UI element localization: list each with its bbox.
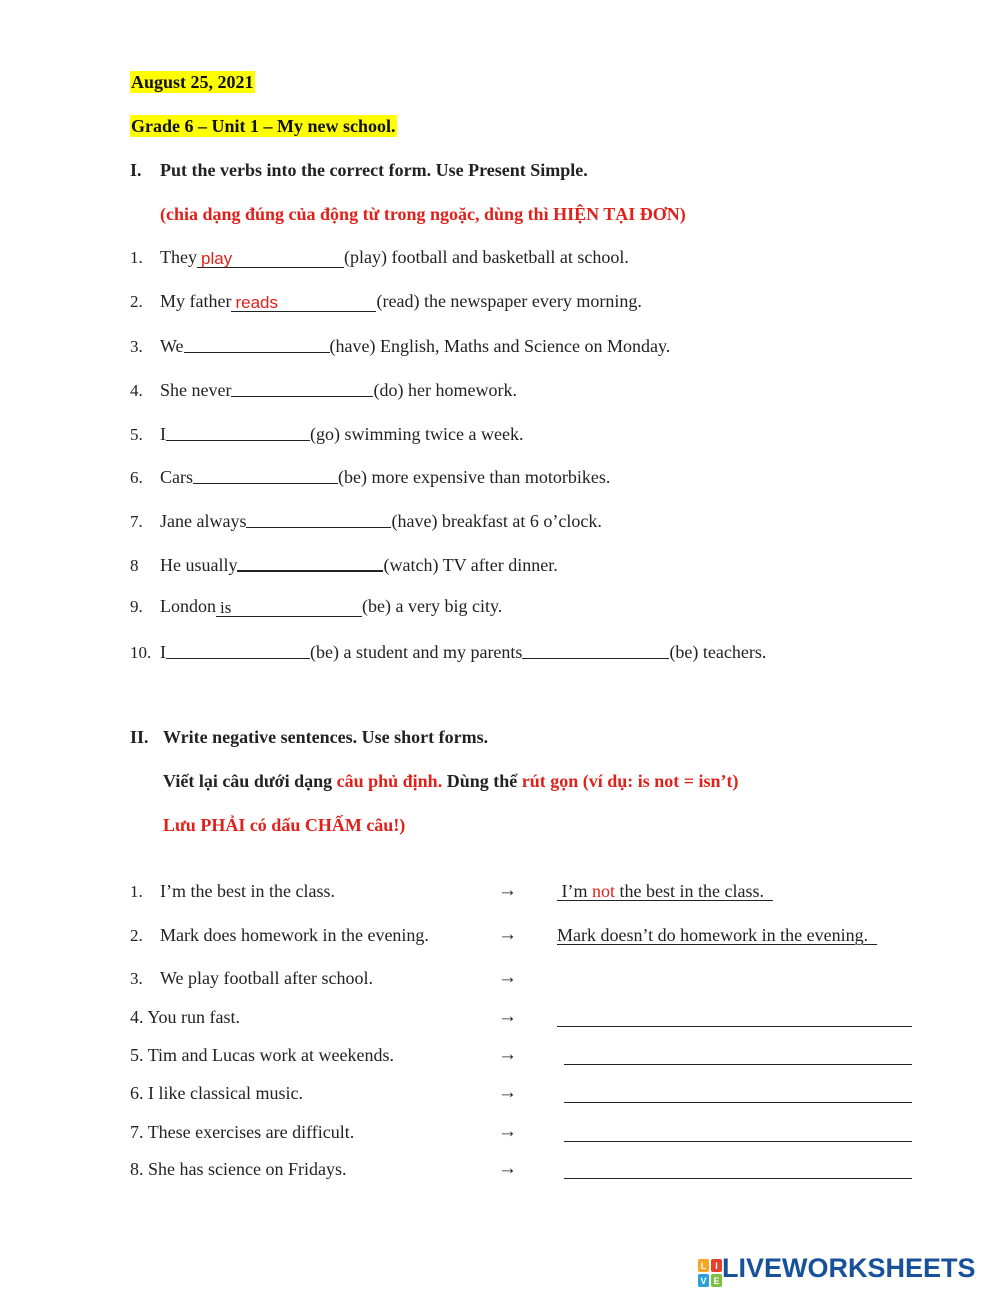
exercise2-item: 7. These exercises are difficult. [130, 1122, 355, 1142]
arrow-icon: → [498, 1158, 517, 1179]
section1-heading: I. Put the verbs into the correct form. Use Present Simple. [130, 160, 588, 180]
arrow-icon: → [498, 1082, 517, 1103]
exercise1-item: 6. Cars (be) more expensive than motorbikes. [130, 467, 611, 487]
exercise2-item: 2. Mark does homework in the evening. [130, 925, 429, 945]
liveworksheets-logo [698, 1253, 976, 1287]
answer-input[interactable] [166, 423, 310, 441]
answer-input[interactable]: reads [231, 294, 376, 312]
exercise1-item: 9. London is (be) a very big city. [130, 596, 503, 617]
section2-note: Lưu PHẢI có dấu CHẤM câu!) [163, 815, 406, 835]
liveworksheets-logo-icon [698, 1259, 722, 1287]
exercise2-item: 4. You run fast. [130, 1007, 241, 1027]
logo-letter: V [700, 1275, 707, 1286]
answer-input[interactable] [231, 379, 373, 397]
exercise2-item: 8. She has science on Fridays. [130, 1159, 347, 1179]
answer-input[interactable]: is [216, 599, 362, 617]
section2-heading: II. Write negative sentences. Use short forms. [130, 727, 489, 747]
date-label: August 25, 2021 [131, 72, 254, 92]
answer-field[interactable] [564, 1121, 912, 1142]
grade-title: Grade 6 – Unit 1 – My new school. [131, 116, 396, 136]
answer-input[interactable]: play [197, 250, 344, 268]
answer-input[interactable] [246, 510, 391, 528]
arrow-icon: → [498, 967, 517, 988]
answer-field[interactable] [564, 1158, 912, 1179]
exercise1-item: 10. I (be) a student and my parents (be) teachers. [130, 642, 767, 662]
section2-instruction: Viết lại câu dưới dạng câu phủ định. Dùng thể rút gọn (ví dụ: is not = isn’t) [163, 771, 739, 791]
logo-text: LIVEWORKSHEETS [722, 1253, 976, 1283]
answer-field[interactable] [557, 1006, 912, 1027]
arrow-icon: → [498, 924, 517, 945]
exercise2-item: 1. I’m the best in the class. [130, 881, 335, 901]
exercise1-item: 5. I (go) swimming twice a week. [130, 424, 524, 444]
exercise2-item: 6. I like classical music. [130, 1083, 303, 1103]
section1-subheading: (chia dạng đúng của động từ trong ngoặc, dùng thì HIỆN TẠI ĐƠN) [160, 204, 686, 224]
answer-field[interactable] [564, 1082, 912, 1103]
exercise1-item: 4. She never (do) her homework. [130, 380, 517, 400]
logo-letter: E [713, 1275, 720, 1286]
answer-field[interactable]: Mark doesn’t do homework in the evening. [557, 925, 869, 945]
answer-input[interactable] [184, 335, 330, 353]
answer-field[interactable] [564, 1044, 912, 1065]
logo-letter: I [715, 1260, 718, 1271]
exercise2-item: 5. Tim and Lucas work at weekends. [130, 1045, 394, 1065]
arrow-icon: → [498, 880, 517, 901]
answer-input[interactable] [193, 466, 338, 484]
exercise1-item: 7. Jane always (have) breakfast at 6 o’clock. [130, 511, 602, 531]
exercise1-item: 2. My father reads (read) the newspaper every morning. [130, 291, 642, 312]
exercise2-item: 3. We play football after school. [130, 968, 373, 988]
answer-input[interactable] [166, 641, 310, 659]
exercise1-item: 8 He usually (watch) TV after dinner. [130, 555, 558, 575]
logo-letter: L [700, 1260, 707, 1271]
arrow-icon: → [498, 1121, 517, 1142]
answer-input[interactable] [237, 554, 383, 572]
arrow-icon: → [498, 1006, 517, 1027]
answer-field[interactable]: I’m not the best in the class. [561, 881, 764, 901]
exercise1-item: 3. We (have) English, Maths and Science on Monday. [130, 336, 671, 356]
answer-input[interactable] [522, 641, 669, 659]
exercise1-item: 1. They play (play) football and basketball at school. [130, 247, 629, 268]
arrow-icon: → [498, 1044, 517, 1065]
